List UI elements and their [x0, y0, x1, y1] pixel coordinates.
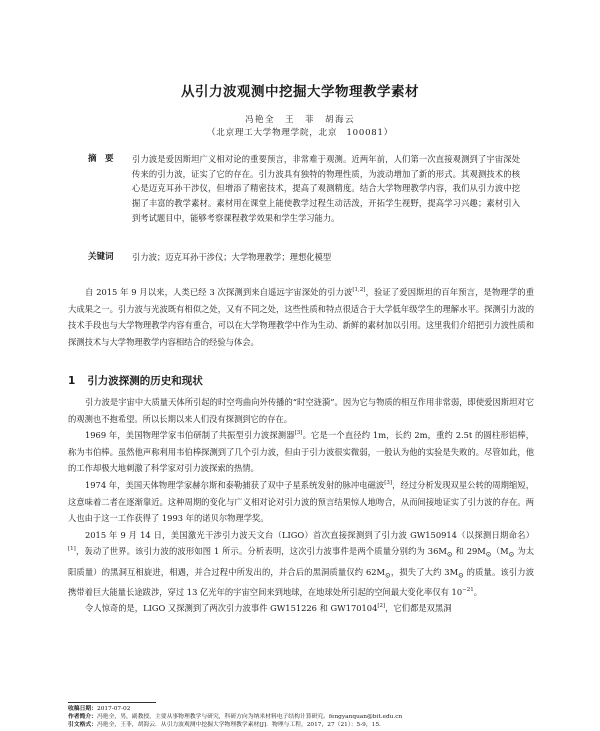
- section-title: 引力波探测的历史和现状: [87, 375, 203, 387]
- section1-body: [68, 394, 534, 617]
- footnote-value: 2017-07-02: [97, 706, 131, 712]
- solar-mass-symbol: ⊙: [485, 551, 492, 559]
- intro-text-a: 自 2015 年 9 月以来，人类已经 3 次探测到来自遥远宇宙深处的引力波: [85, 287, 353, 297]
- affiliation: （北京理工大学物理学院，北京 100081）: [206, 128, 394, 138]
- solar-mass-symbol: ⊙: [458, 571, 464, 580]
- abstract-label: 摘 要: [88, 154, 114, 164]
- paragraph-text: ，经过分析发现双星公转的周期缩短，这意味着二者在逐渐靠近。这种周期的变化与广义相对论对引力波的预言结果惊人地吻合，从而间接地证实了引力波的存在。两人也由于这一工作获得了 1993 年的诺贝尔物理学奖。: [68, 479, 534, 524]
- citation: [1]: [68, 546, 76, 553]
- footnote-divider: [68, 702, 156, 703]
- footnote-received: [68, 705, 538, 713]
- keywords-block: [88, 250, 520, 265]
- paragraph-text: 。: [473, 586, 483, 597]
- footnote-value: 冯艳全，王菲，胡海云．从引力波观测中挖掘大学物理教学素材[J]．物理与工程，2017，27（21）：5-9，15．: [97, 722, 385, 728]
- section-heading: [68, 373, 203, 388]
- citation: [3]: [384, 480, 393, 487]
- paragraph-text: 令人惊奇的是，LIGO 又探测到了两次引力波事件 GW151226 和 GW170104: [85, 603, 378, 614]
- paragraph-text: 为太阳质量）的黑洞互相旋进，相遇，并合过程中所发出的，并合后的黑洞质量仅约 62M: [68, 546, 535, 577]
- paragraph-text: ，损失了大约 3M: [390, 566, 459, 577]
- paragraph-text: （M: [491, 546, 509, 557]
- citation: [3]: [294, 430, 303, 437]
- footnote-label: 引文格式：: [68, 722, 97, 728]
- solar-mass-symbol: ⊙: [508, 551, 515, 559]
- intro-section: [68, 284, 534, 350]
- paragraph: [68, 527, 534, 601]
- paragraph-text: 的质量。该引力波携带着巨大能量长途跋涉，穿过 13 亿光年的宇宙空间来到地球，在地球处所引起的空间最大变化率仅有 10: [68, 566, 534, 597]
- paragraph-text: ，轰动了世界。该引力波的波形如图 1 所示。分析表明，这次引力波事件是两个质量分别约为 36M: [75, 546, 447, 557]
- exponent: −21: [462, 587, 474, 594]
- solar-mass-symbol: ⊙: [446, 551, 453, 559]
- footnote-citation: [68, 721, 538, 729]
- paragraph-text: 和 29M: [452, 546, 486, 557]
- footnote-value: 冯艳全，男，副教授，主要从事物理教学与研究，科研方向为纳米材料电子结构计算研究。fengyanquan@bit.edu.cn: [97, 714, 403, 720]
- author-list: 冯艳全 王 菲 胡海云: [244, 115, 355, 125]
- footnote-author: [68, 713, 538, 721]
- footnote-label: 收稿日期：: [68, 706, 97, 712]
- citation: [2]: [377, 603, 386, 610]
- intro-paragraph: [68, 284, 534, 350]
- paragraph: 引力波是宇宙中大质量天体所引起的时空弯曲向外传播的“时空涟漪”。因为它与物质的相互作用非常弱，即使爱因斯坦对它的观测也不抱希望。所以长期以来人们没有探测到它的存在。: [68, 397, 534, 424]
- paragraph-text: 。它是一个直径约 1m，长约 2m，重约 2.5t 的圆柱形铝棒，称为韦伯棒。虽然他声称利用韦伯棒探测到了几个引力波，但由于引力波很实微弱，一般认为他的实验是失败的。尽管如此，他的工作却极大地刺激了科学家对引力波探索的热情。: [68, 430, 535, 474]
- intro-text-b: ，验证了爱因斯坦的百年预言，是物理学的重大成果之一。引力波与光波既有相似之处，又有不同之处，这些性质和特点很适合于大学低年级学生的理解水平。探测引力波的技术手段也与大学物理教学内容有重合，可以在大学物理教学中作为生动、新鲜的素材加以引用。这里我们介绍把引力波性质和探测技术与大学物理教学内容相结合的经验与体会。: [68, 287, 534, 347]
- paper-title: 从引力波观测中挖掘大学物理教学素材: [181, 84, 419, 100]
- solar-mass-symbol: ⊙: [385, 571, 391, 580]
- paragraph-text: ，它们都是双黑洞: [385, 603, 452, 614]
- paragraph: [68, 477, 534, 527]
- keywords-label: 关键词: [88, 252, 114, 262]
- keywords-text: 引力波；迈克耳孙干涉仪；大学物理教学；理想化模型: [132, 252, 332, 262]
- abstract-text: 引力波是爱因斯坦广义相对论的重要预言，非常难于观测。近两年前，人们第一次直接观测到了宇宙深处传来的引力波，证实了它的存在。引力波具有独特的物理性质，为波动增加了新的形式。其观测技术的核心是迈克耳孙干涉仪，但增添了精密技术，提高了观测精度。结合大学物理教学内容，我们从引力波中挖掘了丰富的教学素材。素材用在课堂上能使教学过程生动活泼，开拓学生视野，提高学习兴趣；素材引入到考试题目中，能够考察课程教学效果和学生学习能力。: [132, 154, 520, 223]
- paragraph-text: 1974 年，美国天体物理学家赫尔斯和泰勒捕获了双中子星系统发射的脉冲电磁波: [85, 479, 385, 490]
- citation: [1,2]: [352, 287, 366, 294]
- paragraph-text: 2015 年 9 月 14 日，美国激光干涉引力波天文台（LIGO）首次直接探测到了引力波 GW150914（以探测日期命名）: [85, 529, 534, 540]
- section-number: 1: [68, 375, 76, 387]
- paragraph: [68, 600, 534, 617]
- paragraph: [68, 427, 534, 477]
- footnote-label: 作者简介：: [68, 714, 97, 720]
- paragraph-text: 1969 年，美国物理学家韦伯研制了共振型引力波探测器: [85, 430, 295, 441]
- abstract-block: [88, 152, 520, 226]
